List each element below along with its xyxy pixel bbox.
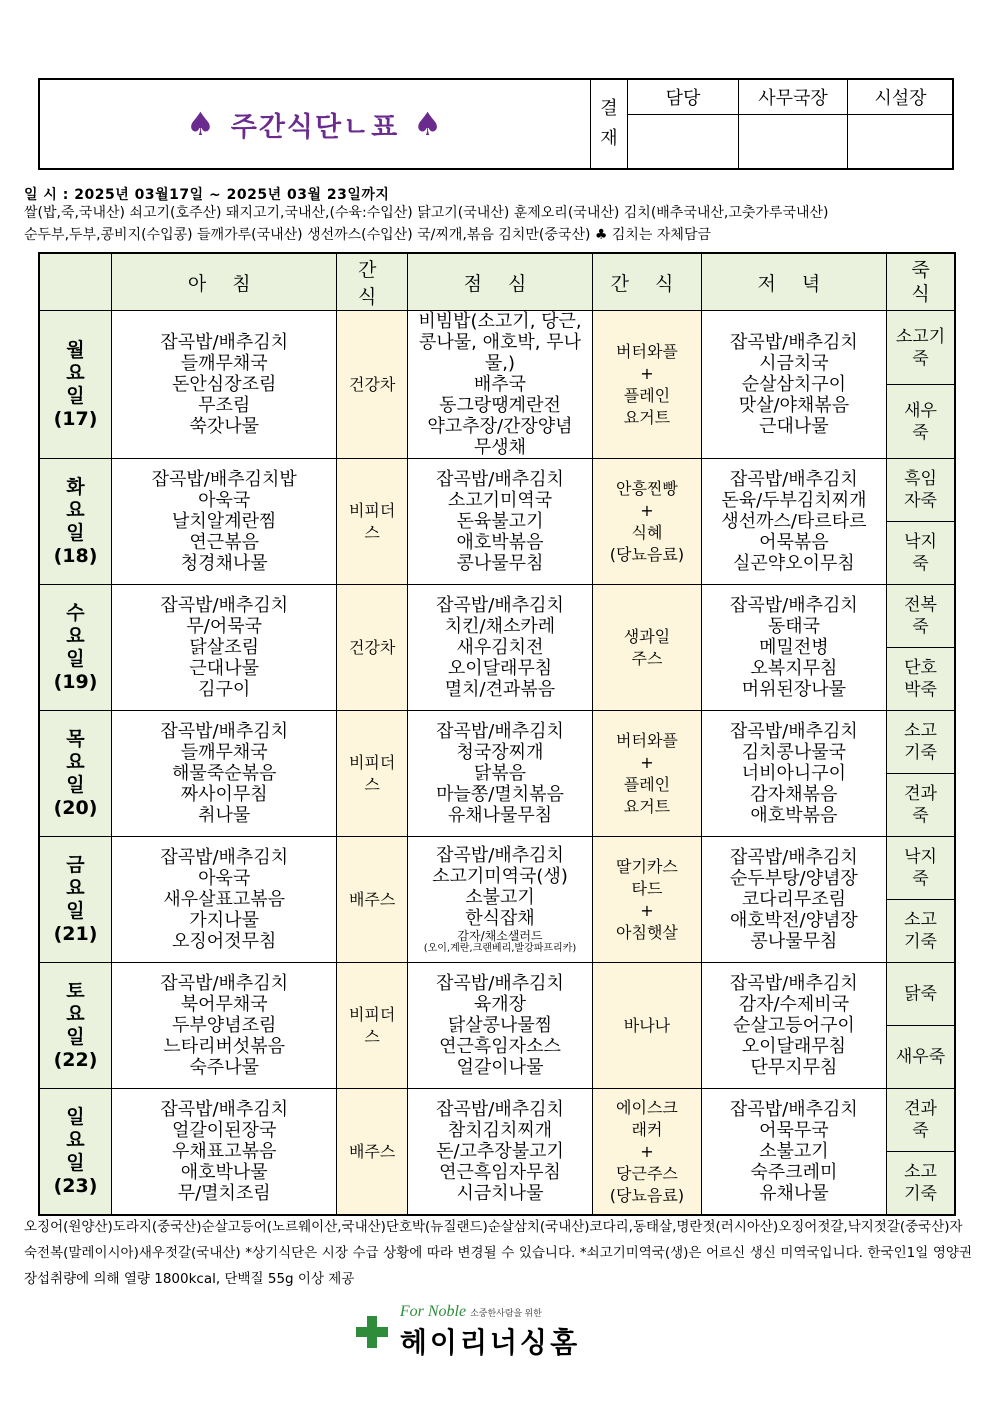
porridge-item: 소고 (904, 910, 937, 930)
menu-item: 콩나물무침 (456, 553, 544, 574)
menu-item: 당근주스 (616, 1163, 678, 1183)
menu-item: 소고기미역국 (447, 490, 553, 511)
dinner-cell (701, 459, 886, 585)
menu-item: (오이,계란,크랜베리,발강파프리카) (423, 942, 577, 954)
menu-item: 오이달래무침 (447, 658, 553, 679)
snack-pm-cell (593, 837, 702, 963)
porridge-item: 박죽 (904, 680, 937, 700)
table-row (39, 711, 955, 774)
day-label: 일 (66, 899, 85, 922)
porridge-item: 낙지 (904, 532, 937, 552)
day-label: (18) (53, 544, 98, 567)
porridge-item: 견과 (904, 784, 937, 804)
menu-item: + (640, 900, 654, 920)
porridge-cell (887, 311, 956, 385)
menu-item: 약고추장/간장양념 (427, 416, 573, 437)
breakfast-cell (111, 585, 336, 711)
approval-box (590, 80, 953, 168)
menu-item: 어묵볶음 (759, 532, 829, 553)
menu-item: 애호박전/양념장 (730, 910, 858, 931)
snack-am-cell (337, 711, 407, 837)
menu-item: 스 (364, 774, 380, 794)
dinner-cell (701, 711, 886, 837)
spade-icon: ♠ (413, 105, 444, 143)
porridge-item: 새우죽 (895, 1047, 946, 1067)
menu-item: 식혜 (631, 522, 663, 542)
porridge-cell (887, 1089, 956, 1152)
porridge-item: 새우 (904, 400, 937, 421)
porridge-cell (887, 385, 956, 459)
menu-item: 무조림 (198, 395, 251, 416)
menu-item: 단무지무침 (750, 1057, 838, 1078)
menu-item: 잡곡밥/배추김치 (436, 721, 564, 742)
footer-note: 오징어(원양산)도라지(중국산)순살고등어(노르웨이산,국내산)단호박(뉴질랜드)순살삼치(국내산)코다리,동태살,명란젓(러시아산)오징어젓갈,낙지젓갈(중국산)자숙전복(말레이시아)새우젓갈(국내산) *상기식단은 시장 수급 상황에 따라 변경될 수 있습니다. *쇠고기미역국(생)은 어르신 생신 미역국입니다. 한국인1일 영양권장섭취량에 의해 열량 1800kcal, 단백질 55g 이상 제공 (24, 1219, 972, 1287)
porridge-item: 죽 (912, 348, 929, 369)
page-title-text: 주간식단ㄴ표 (230, 111, 400, 143)
day-label: 요 (66, 1128, 85, 1151)
menu-item: 플레인 (623, 774, 671, 794)
snack-pm-cell (593, 585, 702, 711)
day-label: 일 (66, 1151, 85, 1174)
day-label: 일 (66, 1105, 85, 1128)
menu-item: 잡곡밥/배추김치 (436, 973, 564, 994)
menu-item: 잡곡밥/배추김치 (160, 332, 289, 353)
menu-item: 메밀전병 (759, 637, 829, 658)
spade-icon: ♠ (186, 105, 217, 143)
menu-item: 건강차 (348, 374, 396, 394)
porridge-item: 기죽 (904, 932, 937, 952)
porridge-cell (887, 459, 956, 522)
day-cell (39, 837, 111, 963)
lunch-cell (407, 711, 592, 837)
snack-am-cell (337, 311, 407, 459)
snack-pm-cell (593, 459, 702, 585)
menu-item: 배주스 (348, 1141, 396, 1161)
menu-item: (당뇨음료) (609, 1185, 685, 1205)
menu-table (38, 252, 956, 1216)
menu-item: 들깨무채국 (180, 353, 268, 374)
day-label: 토 (66, 979, 85, 1002)
day-label: (21) (53, 922, 98, 945)
menu-item: 무생채 (473, 437, 527, 458)
table-row (39, 459, 955, 522)
porridge-cell (887, 711, 956, 774)
porridge-item: 닭죽 (904, 984, 937, 1004)
menu-item: (당뇨음료) (609, 544, 685, 564)
menu-item: 잡곡밥/배추김치 (160, 1099, 289, 1120)
signature-space[interactable] (739, 115, 847, 168)
menu-item: 돈육/두부김치찌개 (721, 490, 867, 511)
day-label: (20) (53, 796, 98, 819)
table-header-row (39, 253, 955, 311)
menu-item: 오복지무침 (750, 658, 838, 679)
header-porridge-2: 식 (911, 283, 930, 305)
menu-item: 우채표고볶음 (172, 1141, 277, 1162)
menu-item: 래커 (631, 1119, 663, 1139)
menu-item: 실곤약오이무침 (733, 553, 855, 574)
menu-item: 들깨무채국 (180, 742, 268, 763)
menu-item: 애호박볶음 (456, 532, 544, 553)
menu-item: 잡곡밥/배추김치 (436, 1099, 564, 1120)
lunch-cell (407, 459, 592, 585)
menu-item: 잡곡밥/배추김치 (160, 847, 289, 868)
menu-item: 동태국 (767, 616, 820, 637)
menu-item: 순살고등어구이 (733, 1015, 855, 1036)
menu-item: 유채나물 (759, 1183, 829, 1204)
menu-item: 타드 (631, 878, 663, 898)
menu-item: 잡곡밥/배추김치 (730, 973, 858, 994)
day-label: (23) (53, 1174, 98, 1197)
header-lunch: 점 심 (407, 253, 592, 311)
menu-item: 잡곡밥/배추김치 (436, 595, 564, 616)
menu-item: 돈/고추장불고기 (436, 1141, 564, 1162)
day-label: 금 (66, 853, 85, 876)
table-row (39, 585, 955, 648)
day-label: 일 (66, 647, 85, 670)
lunch-cell (407, 585, 592, 711)
menu-item: 쑥갓나물 (189, 416, 259, 437)
menu-item: 감자/수제비국 (738, 994, 850, 1015)
approval-col-director (848, 80, 953, 168)
day-label: 요 (66, 624, 85, 647)
page-title (186, 105, 444, 144)
cross-logo-icon (354, 1314, 390, 1350)
approval-head: 담당 (628, 80, 738, 115)
menu-item: 안흥찐빵 (616, 478, 678, 498)
snack-pm-cell (593, 711, 702, 837)
menu-item: 코다리무조림 (741, 889, 847, 910)
header-breakfast: 아 침 (111, 253, 336, 311)
menu-item: + (640, 1141, 654, 1161)
menu-item: 순두부탕/양념장 (730, 868, 858, 889)
header-snack-am: 간 식 (337, 253, 407, 311)
day-cell (39, 1089, 111, 1216)
snack-pm-cell (593, 1089, 702, 1216)
porridge-item: 기죽 (904, 1184, 937, 1204)
header-snack-pm: 간 식 (593, 253, 702, 311)
porridge-item: 흑임 (904, 469, 937, 489)
menu-item: 잡곡밥/배추김치 (730, 847, 858, 868)
menu-item: 콩나물무침 (750, 931, 838, 952)
dinner-cell (701, 311, 886, 459)
porridge-item: 기죽 (904, 743, 937, 763)
menu-item: 건강차 (348, 637, 396, 657)
day-label: 요 (66, 498, 85, 521)
header-dinner: 저 녁 (701, 253, 886, 311)
menu-item: 멸치/견과볶음 (444, 679, 556, 700)
menu-item: 새우김치전 (456, 637, 544, 658)
menu-item: 딸기카스 (616, 856, 678, 876)
day-label: 수 (66, 601, 85, 624)
menu-item: 짜사이무침 (180, 784, 268, 805)
porridge-item: 소고기 (895, 326, 946, 347)
menu-item: 감자채볶음 (750, 784, 838, 805)
day-label: 요 (66, 876, 85, 899)
logo-text (400, 1303, 580, 1361)
menu-item: 순살삼치구이 (741, 374, 847, 395)
menu-item: 아욱국 (198, 490, 251, 511)
menu-item: 얼갈이나물 (456, 1057, 544, 1078)
menu-item: 요거트 (623, 407, 671, 427)
menu-item: 버터와플 (616, 730, 678, 750)
menu-item: 머위된장나물 (741, 679, 847, 700)
snack-pm-cell (593, 963, 702, 1089)
day-label: (22) (53, 1048, 98, 1071)
menu-item: 감자/채소샐러드 (457, 928, 543, 943)
lunch-cell (407, 963, 592, 1089)
menu-item: 날치알계란찜 (172, 511, 277, 532)
menu-item: 육개장 (473, 994, 527, 1015)
menu-item: 닭볶음 (473, 763, 527, 784)
menu-item: 무/어묵국 (186, 616, 263, 637)
menu-item: 새우살표고볶음 (163, 889, 286, 910)
porridge-item: 낙지 (904, 847, 937, 867)
porridge-item: 전복 (904, 595, 937, 615)
snack-pm-cell (593, 311, 702, 459)
logo-small (400, 1303, 580, 1321)
logo-name: 헤이리너싱홈 (399, 1326, 581, 1359)
menu-item: 오징어젓무침 (172, 931, 277, 952)
day-label: (17) (53, 407, 98, 430)
menu-item: 잡곡밥/배추김치 (730, 595, 858, 616)
approval-label (591, 80, 628, 168)
menu-item: 근대나물 (759, 416, 829, 437)
porridge-cell (887, 1152, 956, 1216)
breakfast-cell (111, 837, 336, 963)
table-row (39, 837, 955, 900)
porridge-item: 단호 (904, 658, 937, 678)
menu-item: 맛살/야채볶음 (738, 395, 850, 416)
porridge-item: 소고 (904, 721, 937, 741)
day-label: 요 (66, 361, 85, 384)
menu-item: 소불고기 (465, 886, 535, 908)
menu-item: 에이스크 (616, 1097, 678, 1117)
porridge-item: 죽 (912, 869, 929, 889)
day-label: 일 (66, 384, 85, 407)
porridge-item: 죽 (912, 617, 929, 637)
day-cell (39, 711, 111, 837)
signature-space[interactable] (848, 115, 953, 168)
menu-item: 애호박볶음 (750, 805, 838, 826)
menu-item: 마늘쫑/멸치볶음 (436, 784, 564, 805)
menu-item: + (640, 363, 654, 383)
menu-item: 잡곡밥/배추김치밥 (151, 469, 297, 490)
menu-item: 생선까스/타르타르 (721, 511, 867, 532)
day-label: (19) (53, 670, 98, 693)
title-area (40, 80, 590, 168)
menu-item: 북어무채국 (180, 994, 268, 1015)
menu-item: 느타리버섯볶음 (163, 1036, 286, 1057)
approval-head: 시설장 (848, 80, 953, 115)
menu-item: 스 (364, 522, 380, 542)
menu-item: 요거트 (623, 796, 671, 816)
porridge-item: 견과 (904, 1099, 937, 1119)
origin-line-1: 쌀(밥,죽,국내산) 쇠고기(호주산) 돼지고기,국내산,(수육:수입산) 닭고기(국내산) 훈제오리(국내산) 김치(배추국내산,고춧가루국내산) (24, 205, 829, 221)
header-day (39, 253, 111, 311)
menu-item: 비빔밥(소고기, 당근, 콩나물, 애호박, 무나물,) (418, 311, 582, 374)
menu-item: 주스 (631, 648, 663, 668)
menu-item: 애호박나물 (180, 1162, 268, 1183)
menu-item: 소고기미역국(생) (432, 865, 568, 887)
menu-item: 시금치국 (759, 353, 829, 374)
approval-label-1: 결 (600, 98, 618, 119)
menu-item: 숙주크레미 (750, 1162, 838, 1183)
menu-item: 한식잡채 (465, 907, 535, 929)
menu-item: 청국장찌개 (456, 742, 544, 763)
porridge-cell (887, 963, 956, 1026)
day-label: 일 (66, 1025, 85, 1048)
menu-item: 닭살조림 (189, 637, 259, 658)
breakfast-cell (111, 459, 336, 585)
menu-item: 닭살콩나물찜 (447, 1015, 553, 1036)
day-label: 일 (66, 521, 85, 544)
snack-am-cell (337, 585, 407, 711)
date-range: 일 시 : 2025년 03월17일 ~ 2025년 03월 23일까지 (24, 187, 390, 203)
menu-item: 유채나물무침 (447, 805, 553, 826)
day-cell (39, 311, 111, 459)
lunch-cell (407, 1089, 592, 1216)
approval-col-office (739, 80, 848, 168)
signature-space[interactable] (628, 115, 738, 168)
menu-item: 가지나물 (189, 910, 259, 931)
day-label: 요 (66, 1002, 85, 1025)
breakfast-cell (111, 1089, 336, 1216)
menu-item: 참치김치찌개 (447, 1120, 553, 1141)
menu-item: 무/멸치조림 (177, 1183, 271, 1204)
approval-col-manager (628, 80, 739, 168)
menu-item: 비피더 (348, 500, 396, 520)
snack-am-cell (337, 963, 407, 1089)
table-row (39, 963, 955, 1026)
table-row (39, 1089, 955, 1152)
snack-am-cell (337, 837, 407, 963)
menu-item: 해물죽순볶음 (172, 763, 277, 784)
menu-item: 바나나 (623, 1015, 671, 1035)
menu-item: 잡곡밥/배추김치 (160, 721, 289, 742)
menu-item: 숙주나물 (189, 1057, 259, 1078)
menu-item: 동그랑땡계란전 (439, 395, 561, 416)
day-label: 월 (66, 338, 85, 361)
menu-item: 얼갈이된장국 (172, 1120, 277, 1141)
menu-item: 돈안심장조림 (172, 374, 277, 395)
porridge-item: 소고 (904, 1162, 937, 1182)
day-label: 목 (66, 727, 85, 750)
day-label: 화 (66, 475, 85, 498)
menu-item: 너비아니구이 (741, 763, 847, 784)
porridge-item: 죽 (912, 554, 929, 574)
logo-tagline: 소중한사람을 위한 (470, 1308, 542, 1318)
porridge-cell (887, 648, 956, 711)
menu-item: 버터와플 (616, 341, 678, 361)
menu-item: 비피더 (348, 1004, 396, 1024)
day-cell (39, 459, 111, 585)
porridge-item: 죽 (912, 1121, 929, 1141)
snack-am-cell (337, 459, 407, 585)
menu-item: 어묵무국 (759, 1120, 829, 1141)
breakfast-cell (111, 711, 336, 837)
menu-item: 스 (364, 1026, 380, 1046)
porridge-cell (887, 900, 956, 963)
snack-am-cell (337, 1089, 407, 1216)
breakfast-cell (111, 311, 336, 459)
menu-item: + (640, 752, 654, 772)
dinner-cell (701, 585, 886, 711)
day-cell (39, 963, 111, 1089)
menu-item: 취나물 (198, 805, 251, 826)
logo (306, 1300, 628, 1364)
menu-item: 돈육불고기 (456, 511, 544, 532)
menu-item: 김구이 (198, 679, 251, 700)
origin-line-2: 순두부,두부,콩비지(수입콩) 들깨가루(국내산) 생선까스(수입산) 국/찌개,볶음 김치만(중국산) ♣ 김치는 자체담금 (24, 227, 711, 243)
menu-item: 잡곡밥/배추김치 (436, 469, 564, 490)
menu-item: 잡곡밥/배추김치 (730, 721, 858, 742)
dinner-cell (701, 963, 886, 1089)
porridge-item: 죽 (912, 806, 929, 826)
lunch-cell (407, 311, 592, 459)
menu-item: 잡곡밥/배추김치 (436, 844, 564, 866)
menu-item: 두부양념조림 (172, 1015, 277, 1036)
approval-head: 사무국장 (739, 80, 847, 115)
menu-item: 청경채나물 (180, 553, 268, 574)
approval-label-2: 재 (600, 128, 618, 149)
day-label: 일 (66, 773, 85, 796)
menu-item: 배주스 (348, 889, 396, 909)
menu-item: 잡곡밥/배추김치 (160, 595, 289, 616)
logo-small-text: For Noble (399, 1303, 467, 1320)
menu-item: 아침햇살 (616, 922, 678, 942)
menu-item: 생과일 (623, 626, 671, 646)
menu-item: 연근볶음 (189, 532, 259, 553)
menu-body (39, 311, 955, 1216)
header-porridge (887, 253, 956, 311)
menu-item: 배추국 (473, 374, 527, 395)
menu-item: 잡곡밥/배추김치 (160, 973, 289, 994)
porridge-cell (887, 1026, 956, 1089)
menu-item: 비피더 (348, 752, 396, 772)
menu-item: 치킨/채소카레 (444, 616, 556, 637)
day-cell (39, 585, 111, 711)
menu-item: 연근흑임자무침 (439, 1162, 561, 1183)
porridge-item: 자죽 (904, 491, 937, 511)
header-porridge-1: 죽 (911, 259, 930, 281)
menu-item: 플레인 (623, 385, 671, 405)
menu-item: 잡곡밥/배추김치 (730, 332, 858, 353)
menu-item: 연근흑임자소스 (439, 1036, 561, 1057)
menu-item: 김치콩나물국 (741, 742, 847, 763)
menu-item: 아욱국 (198, 868, 251, 889)
header-box (38, 78, 954, 170)
menu-item: 시금치나물 (456, 1183, 544, 1204)
menu-item: 오이달래무침 (741, 1036, 847, 1057)
table-row (39, 311, 955, 385)
dinner-cell (701, 1089, 886, 1216)
dinner-cell (701, 837, 886, 963)
menu-item: + (640, 500, 654, 520)
breakfast-cell (111, 963, 336, 1089)
porridge-cell (887, 837, 956, 900)
menu-item: 근대나물 (189, 658, 259, 679)
porridge-cell (887, 522, 956, 585)
porridge-cell (887, 774, 956, 837)
porridge-item: 죽 (912, 422, 929, 443)
porridge-cell (887, 585, 956, 648)
menu-item: 잡곡밥/배추김치 (730, 469, 858, 490)
menu-item: 소불고기 (759, 1141, 829, 1162)
lunch-cell (407, 837, 592, 963)
menu-item: 잡곡밥/배추김치 (730, 1099, 858, 1120)
day-label: 요 (66, 750, 85, 773)
